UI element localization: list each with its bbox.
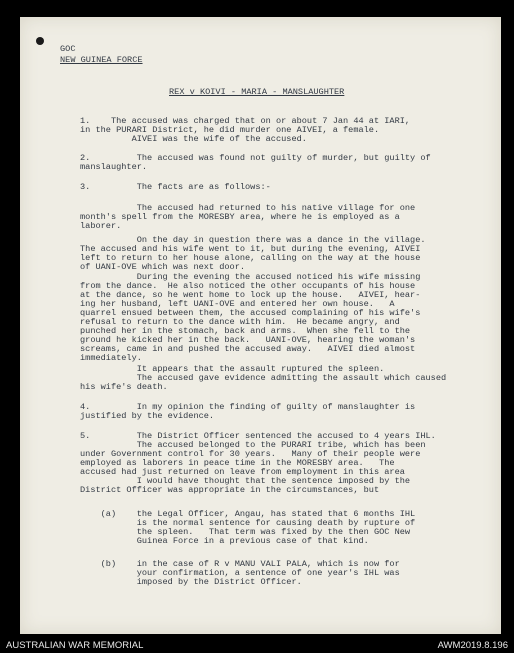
body-line: your confirmation, a sentence of one year's IHL was: [80, 568, 400, 578]
body-line: 3. The facts are as follows:-: [80, 182, 271, 192]
body-line: 2. The accused was found not guilty of murder, but guilty of: [80, 153, 431, 163]
body-line: AIVEI was the wife of the accused.: [80, 134, 307, 144]
body-line: The accused gave evidence admitting the assault which caused: [80, 373, 447, 383]
body-line: under Government control for 30 years. Many of their people were: [80, 449, 421, 459]
body-line: manslaughter.: [80, 162, 148, 172]
footer-accession-number: AWM2019.8.196: [437, 640, 508, 651]
body-line: refusal to return to the dance with him. He became angry, and: [80, 317, 400, 327]
body-line: from the dance. He also noticed the other occupants of his house: [80, 281, 416, 291]
footer-source: AUSTRALIAN WAR MEMORIAL: [6, 640, 144, 651]
header-line-2: NEW GUINEA FORCE: [60, 55, 143, 65]
body-line: accused had just returned on leave from employment in this area: [80, 467, 405, 477]
body-line: immediately.: [80, 353, 142, 363]
body-line: the spleen. That term was fixed by the then GOC New: [80, 527, 411, 537]
body-line: employed as laborers in peace time in the MORESBY area. The: [80, 458, 395, 468]
body-line: ground he kicked her in the back. UANI-OVE, hearing the woman's: [80, 335, 416, 345]
body-line: is the normal sentence for causing death by rupture of: [80, 518, 416, 528]
body-line: imposed by the District Officer.: [80, 577, 302, 587]
body-line: in the PURARI District, he did murder one AIVEI, a female.: [80, 125, 380, 135]
body-line: The accused had returned to his native village for one: [80, 203, 416, 213]
body-line: The accused and his wife went to it, but during the evening, AIVEI: [80, 244, 421, 254]
body-line: 5. The District Officer sentenced the accused to 4 years IHL.: [80, 431, 436, 441]
body-line: month's spell from the MORESBY area, where he is employed as a: [80, 212, 400, 222]
body-line: justified by the evidence.: [80, 411, 215, 421]
header-line-1: GOC: [60, 44, 76, 54]
body-line: of UANI-OVE which was next door.: [80, 262, 246, 272]
footer-bar: [0, 636, 514, 653]
body-line: 1. The accused was charged that on or about 7 Jan 44 at IARI,: [80, 116, 411, 126]
body-line: punched her in the stomach, back and arms. When she fell to the: [80, 326, 411, 336]
body-line: I would have thought that the sentence imposed by the: [80, 476, 411, 486]
page-title: REX v KOIVI - MARIA - MANSLAUGHTER: [169, 87, 345, 97]
body-line: The accused belonged to the PURARI tribe, which has been: [80, 440, 426, 450]
body-line: ing her husband, left UANI-OVE and entered her own house. A: [80, 299, 395, 309]
body-line: During the evening the accused noticed his wife missing: [80, 272, 421, 282]
body-line: his wife's death.: [80, 382, 168, 392]
body-line: It appears that the assault ruptured the spleen.: [80, 364, 385, 374]
body-line: (a) the Legal Officer, Angau, has stated that 6 months IHL: [80, 509, 416, 519]
body-line: at the dance, so he went home to lock up the house. AIVEI, hear-: [80, 290, 421, 300]
body-line: 4. In my opinion the finding of guilty of manslaughter is: [80, 402, 416, 412]
body-line: District Officer was appropriate in the circumstances, but: [80, 485, 380, 495]
body-line: Guinea Force in a previous case of that kind.: [80, 536, 369, 546]
body-line: quarrel ensued between them, the accused complaining of his wife's: [80, 308, 421, 318]
body-line: left to return to her house alone, calling on the way at the house: [80, 253, 421, 263]
body-line: (b) in the case of R v MANU VALI PALA, which is now for: [80, 559, 400, 569]
body-line: On the day in question there was a dance in the village.: [80, 235, 426, 245]
body-line: laborer.: [80, 221, 122, 231]
body-line: screams, came in and pushed the accused away. AIVEI died almost: [80, 344, 416, 354]
